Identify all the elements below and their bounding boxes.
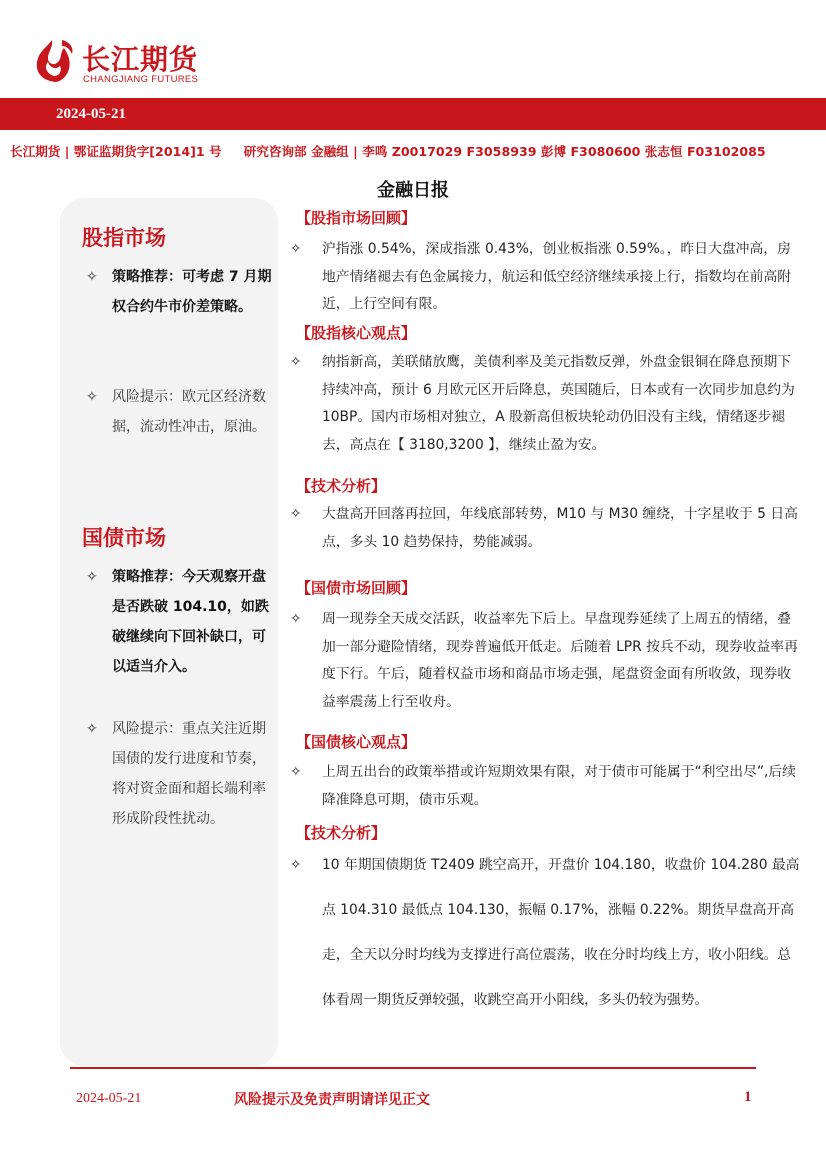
sidebar-heading-stock: 股指市场 bbox=[82, 226, 166, 250]
bond-view-text: ✧ 上周五出台的政策举措或许短期效果有限，对于债市可能属于“利空出尽”,后续降准降息可期，债市乐观。 bbox=[290, 759, 800, 814]
brand-name-en: CHANGJIANG FUTURES bbox=[83, 74, 199, 85]
section-heading-bond-tech: 【技术分析】 bbox=[296, 824, 387, 842]
credits-line bbox=[10, 141, 820, 160]
diamond-bullet-icon: ✧ bbox=[290, 764, 302, 780]
diamond-bullet-icon: ✧ bbox=[86, 721, 98, 737]
section-heading-stock-tech: 【技术分析】 bbox=[296, 477, 387, 495]
diamond-bullet-icon: ✧ bbox=[290, 506, 302, 522]
header-date: 2024-05-21 bbox=[56, 106, 126, 122]
stock-view-text: ✧ 纳指新高，美联储放鹰，美债利率及美元指数反弹，外盘金银铜在降息预期下持续冲高，预计 6 月欧元区开后降息，英国随后，日本或有一次同步加息约为 10BP。国内市场相对独立，A 股新高但板块轮动仍旧没有主线，情绪逐步褪去，高点在【 3180,3200 】，继续止盈为安。 bbox=[290, 349, 800, 459]
brand-name-cn: 长江期货 bbox=[82, 43, 199, 76]
diamond-bullet-icon: ✧ bbox=[86, 569, 98, 585]
stock-tech-text: ✧ 大盘高开回落再拉回，年线底部转势，M10 与 M30 缠绕，十字星收于 5 日高点，多头 10 趋势保持，势能减弱。 bbox=[290, 501, 800, 556]
diamond-bullet-icon: ✧ bbox=[290, 354, 302, 370]
stock-review-text: ✧ 沪指涨 0.54%，深成指涨 0.43%，创业板指涨 0.59%。，昨日大盘冲高，房地产情绪褪去有色金属接力，航运和低空经济继续承接上行，指数均在前高附近，上行空间有限。 bbox=[290, 236, 800, 319]
section-heading-bond-review: 【国债市场回顾】 bbox=[296, 579, 417, 597]
diamond-bullet-icon: ✧ bbox=[290, 857, 302, 873]
credit-license: 长江期货 | 鄂证监期货字[2014]1 号 bbox=[10, 144, 222, 159]
section-heading-stock-review: 【股指市场回顾】 bbox=[296, 209, 417, 227]
sidebar-stock-strategy: ✧ 策略推荐：可考虑 7 月期权合约牛市价差策略。 bbox=[86, 262, 272, 322]
bond-tech-text: ✧ 10 年期国债期货 T2409 跳空高开，开盘价 104.180，收盘价 104.280 最高点 104.310 最低点 104.130，振幅 0.17%，涨幅 0.22%。期货早盘高开高走，全天以分时均线为支撑进行高位震荡，收在分时均线上方，收小阳线。总体看周一期货反弹较强，收跳空高开小阳线，多头仍较为强势。 bbox=[290, 843, 800, 1023]
phoenix-logo-icon bbox=[32, 36, 78, 84]
section-heading-stock-view: 【股指核心观点】 bbox=[296, 324, 417, 342]
diamond-bullet-icon: ✧ bbox=[86, 389, 98, 405]
brand-logo bbox=[32, 30, 232, 90]
diamond-bullet-icon: ✧ bbox=[290, 611, 302, 627]
footer-disclaimer: 风险提示及免责声明请详见正文 bbox=[234, 1092, 430, 1108]
bond-review-text: ✧ 周一现券全天成交活跃，收益率先下后上。早盘现券延续了上周五的情绪，叠加一部分避险情绪，现券普遍低开低走。后随着 LPR 按兵不动，现券收益率再度下行。午后，随着权益市场和商品市场走强，尾盘资金面有所收敛，现券收益率震荡上行至收舟。 bbox=[290, 606, 800, 716]
diamond-bullet-icon: ✧ bbox=[86, 269, 98, 285]
sidebar-bond-strategy: ✧ 策略推荐：今天观察开盘是否跌破 104.10，如跌破继续向下回补缺口，可以适当介入。 bbox=[86, 562, 272, 682]
diamond-bullet-icon: ✧ bbox=[290, 241, 302, 257]
page-number: 1 bbox=[744, 1089, 752, 1105]
sidebar-stock-risk: ✧ 风险提示：欧元区经济数据，流动性冲击，原油。 bbox=[86, 382, 272, 442]
sidebar-bond-risk: ✧ 风险提示：重点关注近期国债的发行进度和节奏，将对资金面和超长端利率形成阶段性扰动。 bbox=[86, 714, 272, 834]
footer-date: 2024-05-21 bbox=[76, 1091, 142, 1106]
footer-divider bbox=[70, 1067, 756, 1069]
credit-authors: 研究咨询部 金融组 | 李鸣 Z0017029 F3058939 彭博 F3080600 张志恒 F03102085 bbox=[243, 144, 766, 159]
page-title: 金融日报 bbox=[377, 180, 449, 201]
section-heading-bond-view: 【国债核心观点】 bbox=[296, 733, 417, 751]
sidebar-heading-bond: 国债市场 bbox=[82, 526, 166, 550]
